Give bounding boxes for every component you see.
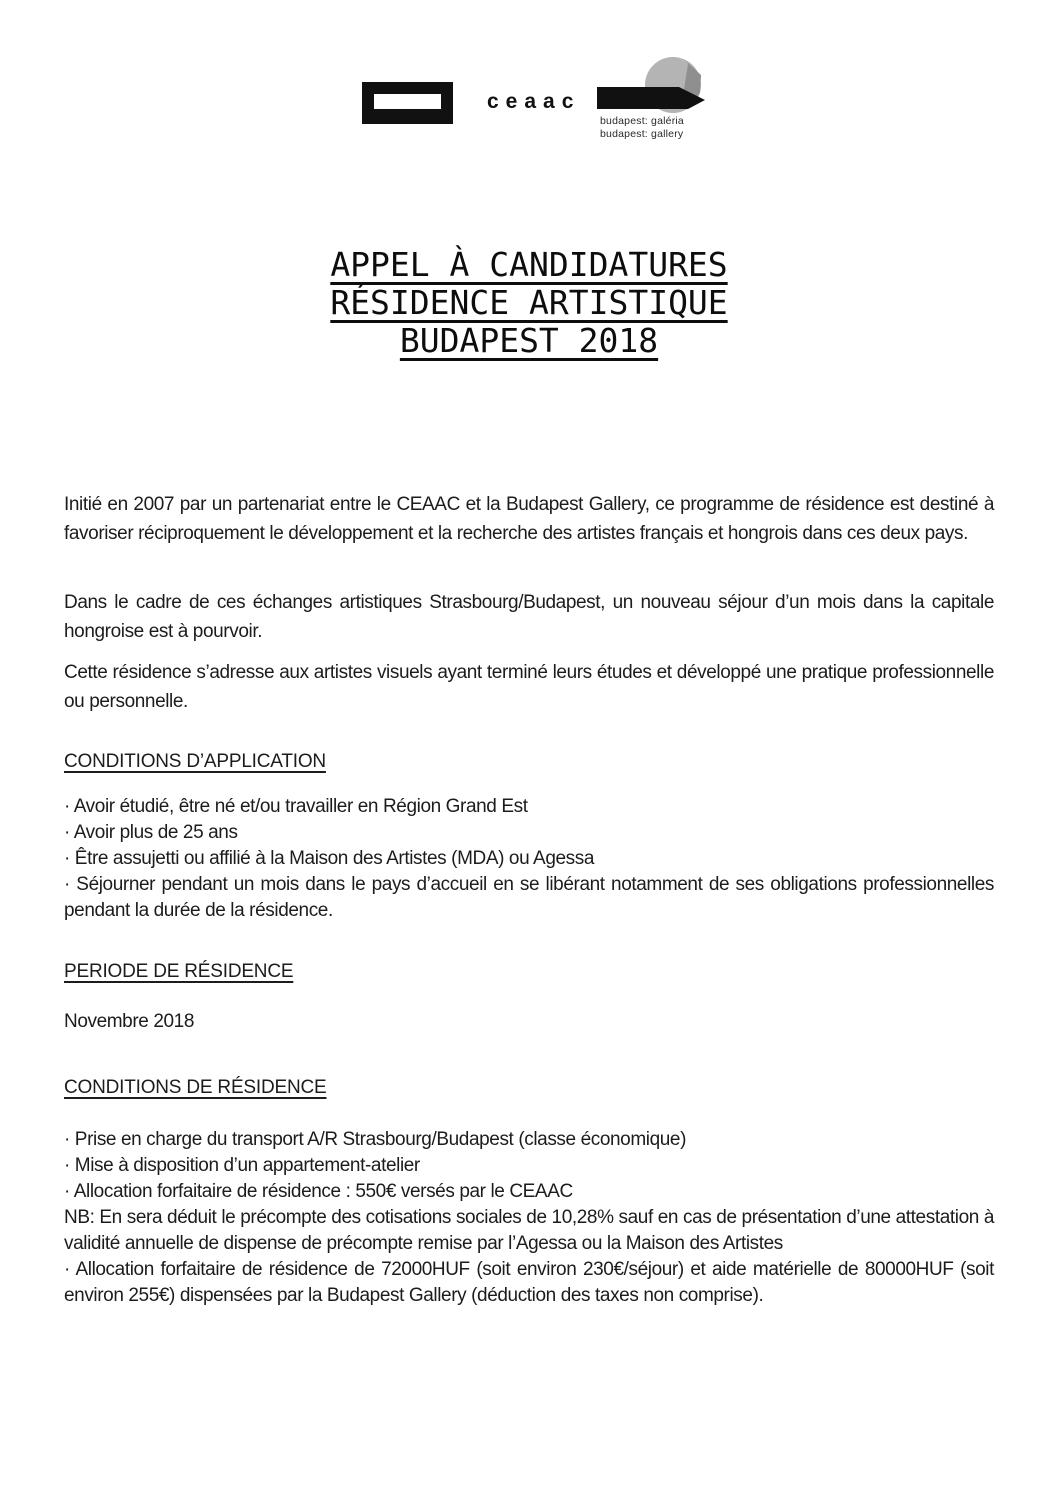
list-item: · Allocation forfaitaire de résidence : 550€ versés par le CEAAC	[64, 1181, 573, 1202]
list-item: · Séjourner pendant un mois dans le pays d’accueil en se libérant notamment de ses obligations professionnelles pendant la durée de la résidence.	[64, 874, 994, 921]
budapest-gallery-label: budapest: gallery	[600, 128, 684, 140]
conditions-application-list	[64, 794, 994, 924]
conditions-residence-list	[64, 1127, 994, 1309]
list-item: · Mise à disposition d’un appartement-atelier	[64, 1155, 420, 1176]
ceaac-logo-inner-bar	[374, 94, 441, 109]
budapest-gallery-logo-caption	[600, 115, 684, 141]
heading-conditions-residence: CONDITIONS DE RÉSIDENCE	[64, 1077, 327, 1098]
title-line-1: APPEL À CANDIDATURES	[330, 245, 728, 284]
heading-periode-residence: PERIODE DE RÉSIDENCE	[64, 961, 294, 982]
list-item: · Avoir étudié, être né et/ou travailler en Région Grand Est	[64, 796, 528, 817]
budapest-galeria-label: budapest: galéria	[600, 115, 684, 127]
intro-paragraph-1: Initié en 2007 par un partenariat entre le CEAAC et la Budapest Gallery, ce programme de résidence est destiné à favoriser réciproquement le développement et la recherche des artistes français et hongrois dans ces deux pays.	[64, 494, 994, 544]
title-line-3: BUDAPEST 2018	[399, 321, 659, 360]
ceaac-logo-icon	[362, 82, 453, 124]
intro-paragraph-2: Dans le cadre de ces échanges artistiques Strasbourg/Budapest, un nouveau séjour d’un mois dans la capitale hongroise est à pourvoir.	[64, 592, 994, 642]
intro-paragraph-3: Cette résidence s’adresse aux artistes visuels ayant terminé leurs études et développé une pratique professionnelle ou personnelle.	[64, 662, 994, 712]
list-item: · Être assujetti ou affilié à la Maison des Artistes (MDA) ou Agessa	[64, 848, 595, 869]
title-line-2: RÉSIDENCE ARTISTIQUE	[330, 283, 728, 322]
budapest-gallery-logo-icon	[597, 55, 711, 113]
ceaac-wordmark: ceaac	[487, 90, 581, 113]
list-item: · Avoir plus de 25 ans	[64, 822, 238, 843]
periode-value: Novembre 2018	[64, 1011, 194, 1032]
list-item: NB: En sera déduit le précompte des cotisations sociales de 10,28% sauf en cas de présentation d’une attestation à validité annuelle de dispense de précompte remise par l’Agessa ou la Maison des Artistes	[64, 1207, 994, 1254]
list-item: · Prise en charge du transport A/R Strasbourg/Budapest (classe économique)	[64, 1129, 687, 1150]
list-item: · Allocation forfaitaire de résidence de 72000HUF (soit environ 230€/séjour) et aide matérielle de 80000HUF (soit environ 255€) dispensées par la Budapest Gallery (déduction des taxes non comprise).	[64, 1259, 994, 1306]
document-title	[0, 246, 1058, 360]
heading-conditions-application: CONDITIONS D’APPLICATION	[64, 751, 326, 772]
